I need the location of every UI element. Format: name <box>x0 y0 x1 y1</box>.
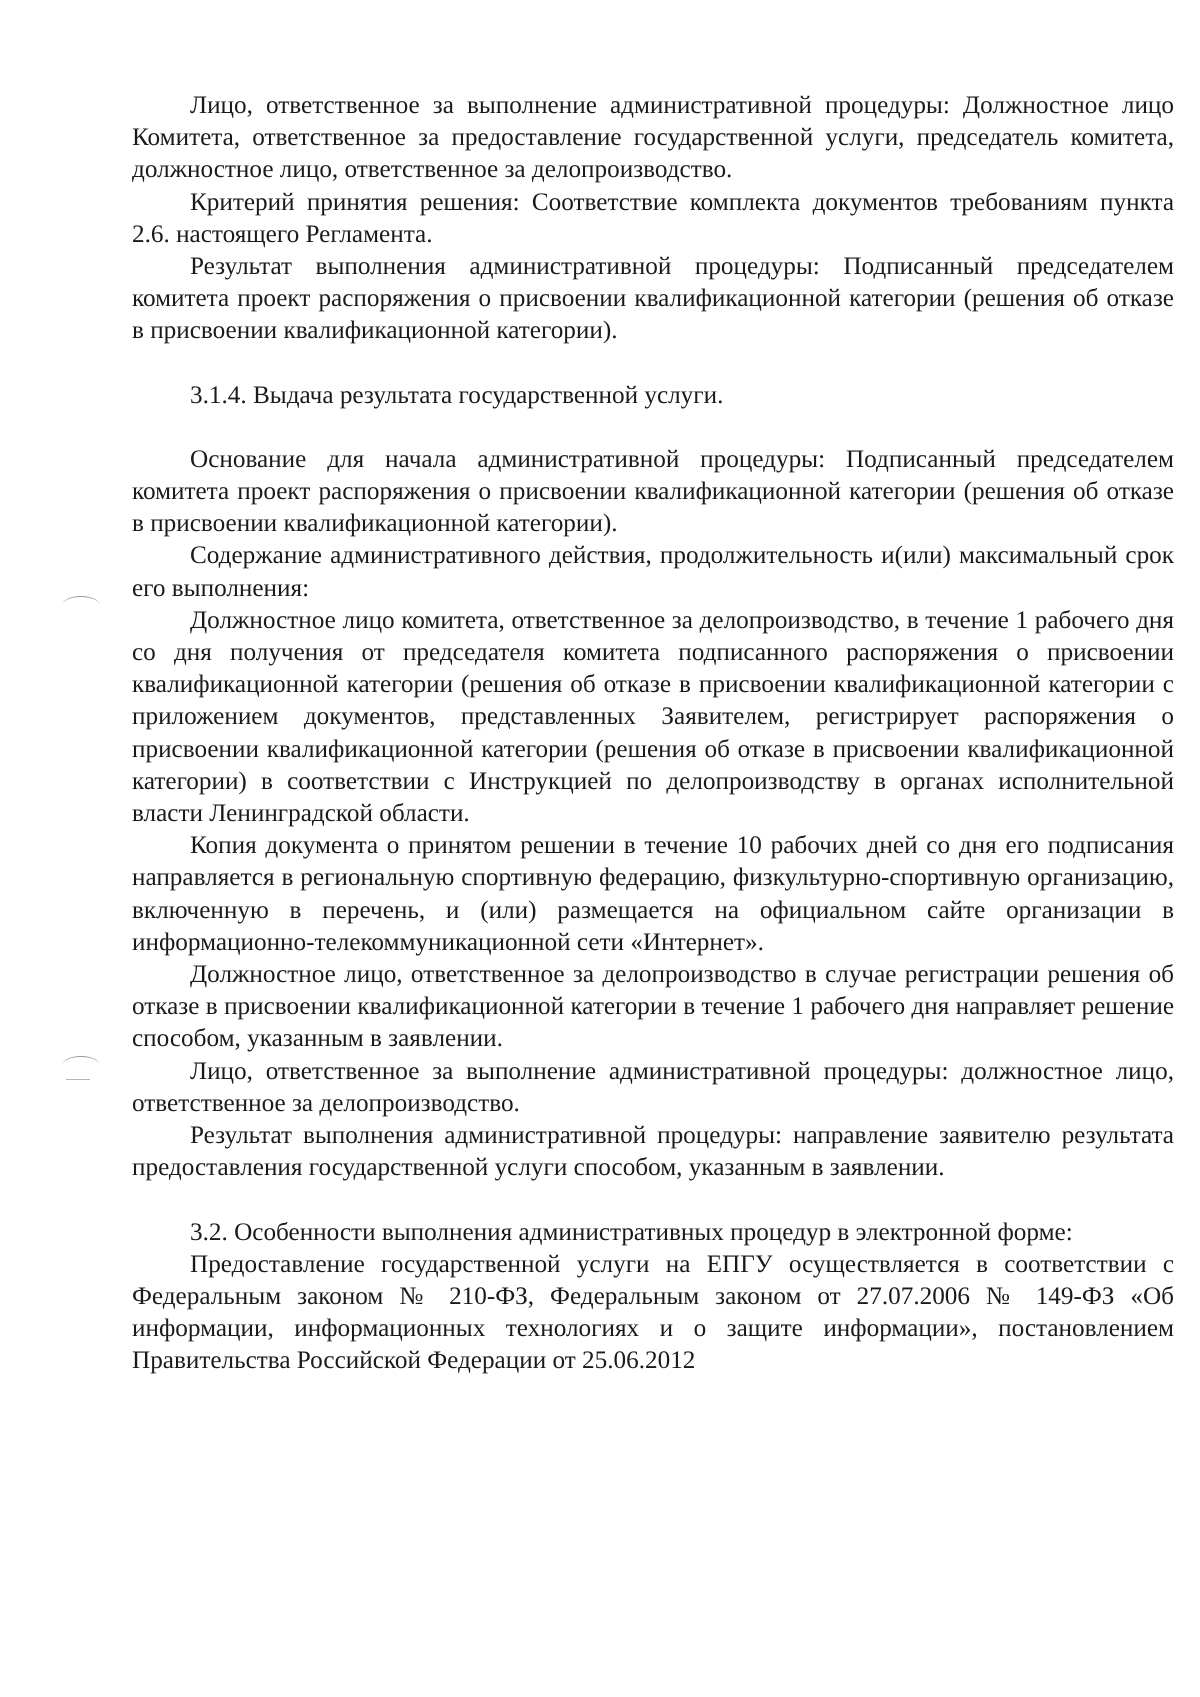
paragraph-epgu: Предоставление государственной услуги на ЕПГУ осуществляется в соответствии с Федеральным законом № 210-ФЗ, Федеральным законом от 27.07.2006 № 149-ФЗ «Об информации, информационных технологиях и о защите информации», постановлением Правительства Российской Федерации от 25.06.2012 <box>132 1250 1174 1375</box>
paragraph-responsible-person: Лицо, ответственное за выполнение административной процедуры: Должностное лицо Комитета, ответственное за предоставление государственной услуги, председатель комитета, должностное лицо, ответственное за делопроизводство. <box>132 92 1174 184</box>
section-heading-3-2: 3.2. Особенности выполнения административных процедур в электронной форме: <box>190 1218 1073 1246</box>
margin-scan-mark <box>66 1079 90 1080</box>
paragraph-procedure-result: Результат выполнения административной процедуры: Подписанный председателем комитета проект распоряжения о присвоении квалификационной категории (решения об отказе в присвоении квалификационной категории). <box>132 253 1174 345</box>
section-heading-3-1-4: 3.1.4. Выдача результата государственной услуги. <box>190 381 724 409</box>
margin-scan-mark <box>62 596 100 615</box>
paragraph-action-content: Содержание административного действия, продолжительность и(или) максимальный срок его выполнения: <box>132 542 1174 602</box>
paragraph-copy-of-decision: Копия документа о принятом решении в течение 10 рабочих дней со дня его подписания направляется в региональную спортивную федерацию, физкультурно-спортивную организацию, включенную в перечень, и (или) размещается на официальном сайте организации в информационно-телекоммуникационной сети «Интернет». <box>132 832 1174 956</box>
paragraph-registration: Должностное лицо комитета, ответственное за делопроизводство, в течение 1 рабочего дня со дня получения от председателя комитета подписанного распоряжения о присвоении квалификационной категории (решения об отказе в присвоении квалификационной категории с приложением документов, представленных Заявителем, регистрирует распоряжения о присвоении квалификационной категории (решения об отказе в присвоении квалификационной категории) в соответствии с Инструкцией по делопроизводству в органах исполнительной власти Ленинградской области. <box>132 606 1174 828</box>
margin-scan-mark <box>62 1056 100 1075</box>
document-page <box>132 90 1174 1378</box>
paragraph-procedure-result-2: Результат выполнения административной процедуры: направление заявителю результата предоставления государственной услуги способом, указанным в заявлении. <box>132 1122 1174 1182</box>
paragraph-refusal-notice: Должностное лицо, ответственное за делопроизводство в случае регистрации решения об отказе в присвоении квалификационной категории в течение 1 рабочего дня направляет решение способом, указанным в заявлении. <box>132 961 1174 1053</box>
paragraph-responsible-person-2: Лицо, ответственное за выполнение административной процедуры: должностное лицо, ответственное за делопроизводство. <box>132 1057 1174 1117</box>
paragraph-decision-criterion: Критерий принятия решения: Соответствие комплекта документов требованиям пункта 2.6. настоящего Регламента. <box>132 188 1174 248</box>
paragraph-procedure-basis: Основание для начала административной процедуры: Подписанный председателем комитета проект распоряжения о присвоении квалификационной категории (решения об отказе в присвоении квалификационной категории). <box>132 445 1174 538</box>
